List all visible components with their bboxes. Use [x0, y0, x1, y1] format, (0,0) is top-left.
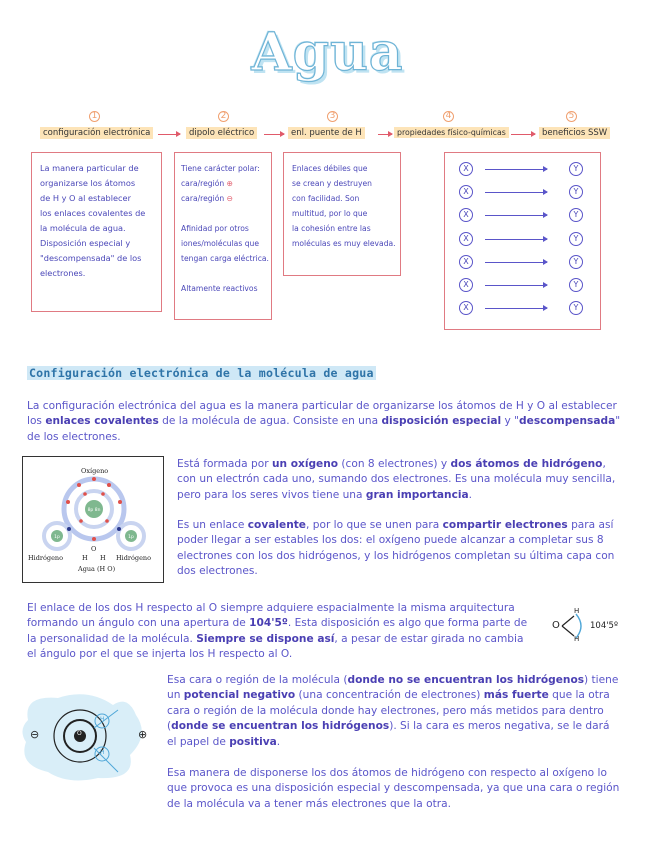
flow-number-3: 3 — [327, 111, 338, 122]
bold-text: potencial negativo — [183, 689, 296, 702]
config-line-5: la molécula de agua. — [40, 223, 126, 233]
oxygen-center-label: O — [77, 730, 82, 737]
flow-label-1: configuración electrónica — [40, 127, 153, 139]
config-line-8: electrones. — [40, 268, 86, 278]
bold-text: gran importancia — [365, 488, 469, 501]
grid-arrow — [485, 239, 547, 240]
hydrogen-left-nucleus-label: 1p — [54, 535, 60, 540]
text: pero para los seres vivos tiene una — [177, 488, 366, 501]
text: . — [468, 488, 473, 501]
text-line: poder llegar a ser estables los dos: el oxígeno puede alcanzar a completar sus 8 — [177, 534, 604, 547]
hydrogen-right-nucleus-label: 1p — [128, 535, 134, 540]
formula-h1: H — [82, 554, 88, 562]
dipolo-line-2: cara/región — [181, 179, 225, 188]
x-circle: X — [459, 162, 473, 176]
config-line-4: los enlaces covalentes de — [40, 208, 146, 218]
puente-line-2: se crean y destruyen — [292, 179, 372, 188]
text-line: Esa manera de disponerse los dos átomos de hidrógeno con respecto al oxígeno lo — [167, 767, 607, 779]
text-line: que provoca es una disposición especial y descompensada, ya que una cara o región — [167, 782, 620, 795]
paragraph-covalent — [177, 518, 614, 580]
dipolo-line-5: iones/moléculas que — [181, 239, 260, 248]
grid-arrow — [485, 285, 547, 286]
x-circle: X — [459, 185, 473, 199]
text-line: El enlace de los dos H respecto al O siempre adquiere espacialmente la misma arquitectura — [27, 602, 515, 614]
puente-line-6: moléculas es muy elevada. — [292, 239, 396, 248]
config-line-6: Disposición especial y — [40, 238, 131, 248]
intro-bold-2: disposición especial — [381, 415, 502, 428]
text-line: de la molécula va a tener más electrones que la otra. — [167, 797, 451, 810]
angle-h1-label: H — [574, 607, 580, 615]
section-heading: Configuración electrónica de la molécula de agua — [29, 366, 374, 380]
puente-line-3: con facilidad. Son — [292, 194, 360, 203]
bold-text: más fuerte — [483, 689, 549, 702]
paragraph-structure — [177, 457, 615, 503]
oxygen-nucleus-label: 8p 8n — [87, 508, 101, 513]
flow-number-4: 4 — [443, 111, 454, 122]
water-molecule-diagram — [22, 456, 164, 583]
flow-arrow-3 — [378, 134, 392, 135]
diagram-caption: Agua (H O) — [78, 565, 116, 573]
flow-label-4: propiedades físico-químicas — [394, 127, 509, 138]
y-circle: Y — [569, 301, 583, 315]
config-line-2: organizarse los átomos — [40, 178, 136, 188]
text-line: cara o región de la molécula donde hay electrones, pero más metidos para dentro — [167, 704, 604, 717]
text: . — [276, 735, 281, 748]
hydrogen-right-label: Hidrógeno — [116, 554, 152, 562]
dipolo-line-7: Altamente reactivos — [181, 284, 258, 293]
paragraph-angle — [27, 601, 527, 663]
y-circle: Y — [569, 278, 583, 292]
intro-text: " — [615, 415, 621, 428]
text-line: el ángulo por el que se injerta los H respecto al O. — [27, 648, 293, 661]
text: Es un enlace — [177, 519, 248, 531]
flow-number-2: 2 — [218, 111, 229, 122]
x-circle: X — [459, 255, 473, 269]
angle-o-label: O — [552, 620, 560, 631]
intro-text: y " — [501, 415, 520, 428]
negative-pole-icon: ⊖ — [30, 728, 40, 741]
grid-arrow — [485, 192, 547, 193]
paragraph-disposition — [167, 766, 619, 812]
intro-line-1: La configuración electrónica del agua es la manera particular de organizarse los átomos de H y O al establecer — [27, 400, 617, 412]
text: la personalidad de la molécula. — [27, 632, 197, 645]
positive-pole-icon: ⊕ — [138, 728, 148, 741]
text: ). Si la cara es meros negativa, se le dará — [389, 720, 610, 733]
dipolo-box — [174, 152, 272, 320]
grid-arrow — [485, 262, 547, 263]
grid-arrow — [485, 169, 547, 170]
puente-box — [283, 152, 401, 276]
flow-label-3: enl. puente de H — [288, 127, 365, 139]
x-circle: X — [459, 208, 473, 222]
y-circle: Y — [569, 208, 583, 222]
config-box — [31, 152, 162, 312]
text-line: electrones con los dos hidrógenos, y los hidrógenos completan su última capa con — [177, 549, 615, 562]
puente-line-1: Enlaces débiles que — [292, 164, 368, 173]
x-circle: X — [459, 301, 473, 315]
bold-text: compartir electrones — [442, 519, 568, 531]
formula-h2: H — [100, 554, 106, 562]
text: un — [167, 689, 184, 702]
config-line-7: "descompensada" de los — [40, 253, 142, 263]
bold-text: dos átomos de hidrógeno — [450, 458, 603, 470]
formula-o: O — [91, 545, 97, 553]
dipolo-line-4: Afinidad por otros — [181, 224, 249, 233]
text: Esa cara o región de la molécula ( — [167, 674, 348, 686]
polarity-sketch — [18, 690, 158, 785]
text: el papel de — [167, 735, 230, 748]
config-line-3: de H y O al establecer — [40, 193, 131, 203]
y-circle: Y — [569, 255, 583, 269]
flow-number-1: 1 — [89, 111, 100, 122]
intro-text: los — [27, 415, 46, 428]
dipolo-line-3: cara/región — [181, 194, 225, 203]
intro-bold-3: descompensada — [519, 415, 616, 428]
text: ) tiene — [584, 674, 619, 686]
hydrogen-top-label: H — [100, 716, 105, 723]
config-line-1: La manera particular de — [40, 163, 139, 173]
text: ( — [167, 720, 172, 733]
text-line: dos electrones. — [177, 565, 258, 578]
page-title: Agua — [251, 22, 404, 83]
text: , por lo que se unen para — [306, 519, 443, 531]
plus-icon: ⊕ — [226, 179, 233, 188]
flow-arrow-1 — [158, 134, 180, 135]
text: Está formada por — [177, 458, 272, 470]
angle-h2-label: H — [574, 635, 580, 643]
y-circle: Y — [569, 162, 583, 176]
angle-sketch — [548, 606, 638, 646]
grid-arrow — [485, 308, 547, 309]
x-circle: X — [459, 278, 473, 292]
puente-line-4: multitud, por lo que — [292, 209, 368, 218]
xy-grid-box — [444, 152, 601, 330]
text: , a pesar de estar girada no cambia — [334, 632, 524, 645]
bold-text: 104'5º — [249, 617, 288, 630]
flow-label-2: dipolo eléctrico — [186, 127, 257, 139]
bold-text: covalente — [247, 519, 306, 531]
y-circle: Y — [569, 232, 583, 246]
oxygen-label: Oxígeno — [81, 467, 109, 475]
hydrogen-bottom-label: H — [100, 749, 105, 756]
bold-text: donde no se encuentran los hidrógenos — [347, 674, 585, 686]
dipolo-line-6: tengan carga eléctrica. — [181, 254, 269, 263]
bold-text: donde se encuentran los hidrógenos — [171, 720, 390, 733]
intro-text: de la molécula de agua. Consiste en una — [158, 415, 382, 428]
flow-number-5: 5 — [566, 111, 577, 122]
intro-paragraph — [27, 399, 620, 445]
dipolo-line-1: Tiene carácter polar: — [181, 164, 260, 173]
bold-text: Siempre se dispone así — [196, 632, 335, 645]
text: que la otra — [548, 689, 610, 702]
flow-arrow-4 — [511, 134, 535, 135]
bold-text: un oxígeno — [271, 458, 339, 470]
text: formando un ángulo con una apertura de — [27, 617, 250, 630]
puente-line-5: la cohesión entre las — [292, 224, 371, 233]
flow-arrow-2 — [264, 134, 284, 135]
intro-bold-1: enlaces covalentes — [45, 415, 159, 428]
minus-icon: ⊖ — [226, 194, 233, 203]
grid-arrow — [485, 215, 547, 216]
bold-text: positiva — [229, 735, 277, 748]
text: (una concentración de electrones) — [295, 689, 484, 702]
text: . Esta disposición es algo que forma parte de — [287, 617, 528, 630]
text: (con 8 electrones) y — [338, 458, 451, 470]
text-line: con un electrón cada uno, sumando dos electrones. Es una molécula muy sencilla, — [177, 473, 616, 486]
x-circle: X — [459, 232, 473, 246]
text: , — [602, 458, 606, 470]
y-circle: Y — [569, 185, 583, 199]
hydrogen-left-label: Hidrógeno — [28, 554, 64, 562]
angle-value: 104'5º — [590, 621, 618, 631]
paragraph-polarity — [167, 673, 618, 750]
flow-label-5: beneficios SSW — [539, 127, 610, 139]
text: para así — [567, 519, 614, 531]
intro-line-3: de los electrones. — [27, 430, 121, 443]
